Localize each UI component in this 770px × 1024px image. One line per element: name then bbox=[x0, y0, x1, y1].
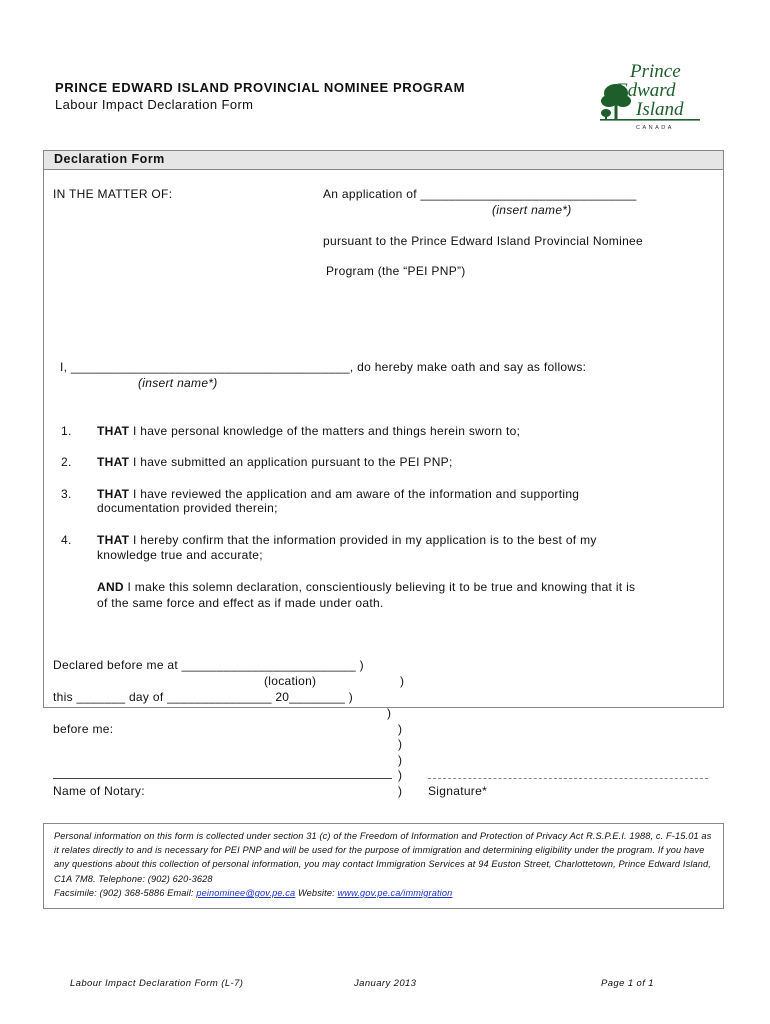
solemn-declaration-continued: of the same force and effect as if made under oath. bbox=[97, 596, 384, 610]
signature-label: Signature* bbox=[428, 784, 488, 798]
svg-text:Island: Island bbox=[636, 99, 684, 120]
item-number: 1. bbox=[61, 424, 72, 438]
solemn-declaration: AND I make this solemn declaration, conscientiously believing it to be true and knowing that it is bbox=[97, 580, 636, 594]
svg-text:CANADA: CANADA bbox=[636, 125, 674, 131]
form-subtitle: Labour Impact Declaration Form bbox=[55, 97, 254, 112]
item-text: THAT I have reviewed the application and am aware of the information and supporting bbox=[97, 487, 580, 501]
bracket: ) bbox=[398, 784, 403, 798]
footer-form-name: Labour Impact Declaration Form (L-7) bbox=[70, 978, 244, 989]
footer-page-number: Page 1 of 1 bbox=[601, 978, 654, 989]
form-title: PRINCE EDWARD ISLAND PROVINCIAL NOMINEE PROGRAM bbox=[55, 80, 466, 95]
insert-name-hint: (insert name*) bbox=[492, 203, 572, 217]
pursuant-line-1: pursuant to the Prince Edward Island Provincial Nominee bbox=[323, 234, 643, 248]
application-of-line[interactable]: An application of _______________________________ bbox=[323, 187, 637, 201]
pursuant-line-2: Program (the “PEI PNP”) bbox=[326, 264, 466, 278]
tree-icon bbox=[598, 55, 708, 133]
item-text-continued: knowledge true and accurate; bbox=[97, 548, 263, 562]
footer-date: January 2013 bbox=[354, 978, 417, 989]
pei-logo bbox=[598, 55, 708, 133]
notary-label: Name of Notary: bbox=[53, 784, 145, 798]
item-number: 4. bbox=[61, 533, 72, 547]
oath-line[interactable]: I, ________________________________________, do hereby make oath and say as follows: bbox=[60, 360, 587, 374]
bracket: ) bbox=[400, 674, 405, 688]
oath-insert-name-hint: (insert name*) bbox=[138, 376, 218, 390]
matter-label: IN THE MATTER OF: bbox=[53, 187, 173, 201]
item-text: THAT I have submitted an application pursuant to the PEI PNP; bbox=[97, 455, 453, 469]
website-label: Website: bbox=[295, 887, 338, 898]
item-text-continued: documentation provided therein; bbox=[97, 501, 278, 515]
bracket: ) bbox=[398, 768, 403, 782]
bracket: ) bbox=[387, 706, 392, 720]
notary-signature-line[interactable] bbox=[53, 778, 392, 779]
privacy-text: Personal information on this form is collected under section 31 (c) of the Freedom of Information and Protection of Privacy Act R.S.P.E.I. 1988, c. F-15.01 as it relates directly to and is necessary for PEI PNP and will be used for the purpose of immigration and determining eligibility under the program. If you have any questions about this collection of personal information, you may contact Immigration Services at 94 Euston Street, Charlottetown, Prince Edward Island, C1A 7M8. Telephone: (902) 620-3628 bbox=[54, 831, 712, 884]
website-link[interactable]: www.gov.pe.ca/immigration bbox=[337, 887, 453, 898]
declarant-signature-line[interactable] bbox=[428, 778, 708, 779]
svg-text:Prince: Prince bbox=[630, 61, 681, 82]
day-of-line[interactable]: this _______ day of _______________ 20________ ) bbox=[53, 690, 353, 704]
item-number: 2. bbox=[61, 455, 72, 469]
email-link[interactable]: peinominee@gov.pe.ca bbox=[196, 887, 296, 898]
fax-label: Facsimile: (902) 368-5886 Email: bbox=[54, 887, 197, 898]
bracket: ) bbox=[398, 753, 403, 767]
declared-before-line[interactable]: Declared before me at _________________________ ) bbox=[53, 658, 364, 672]
item-text: THAT I have personal knowledge of the matters and things herein sworn to; bbox=[97, 424, 521, 438]
item-text: THAT I hereby confirm that the information provided in my application is to the best of my bbox=[97, 533, 597, 547]
section-title: Declaration Form bbox=[54, 152, 165, 166]
svg-text:Edward: Edward bbox=[616, 80, 676, 101]
location-hint: (location) bbox=[264, 674, 317, 688]
bracket: ) bbox=[398, 737, 403, 751]
bracket: ) bbox=[398, 722, 403, 736]
privacy-notice bbox=[43, 823, 724, 909]
section-header bbox=[44, 151, 723, 170]
before-me-label: before me: bbox=[53, 722, 114, 736]
item-number: 3. bbox=[61, 487, 72, 501]
